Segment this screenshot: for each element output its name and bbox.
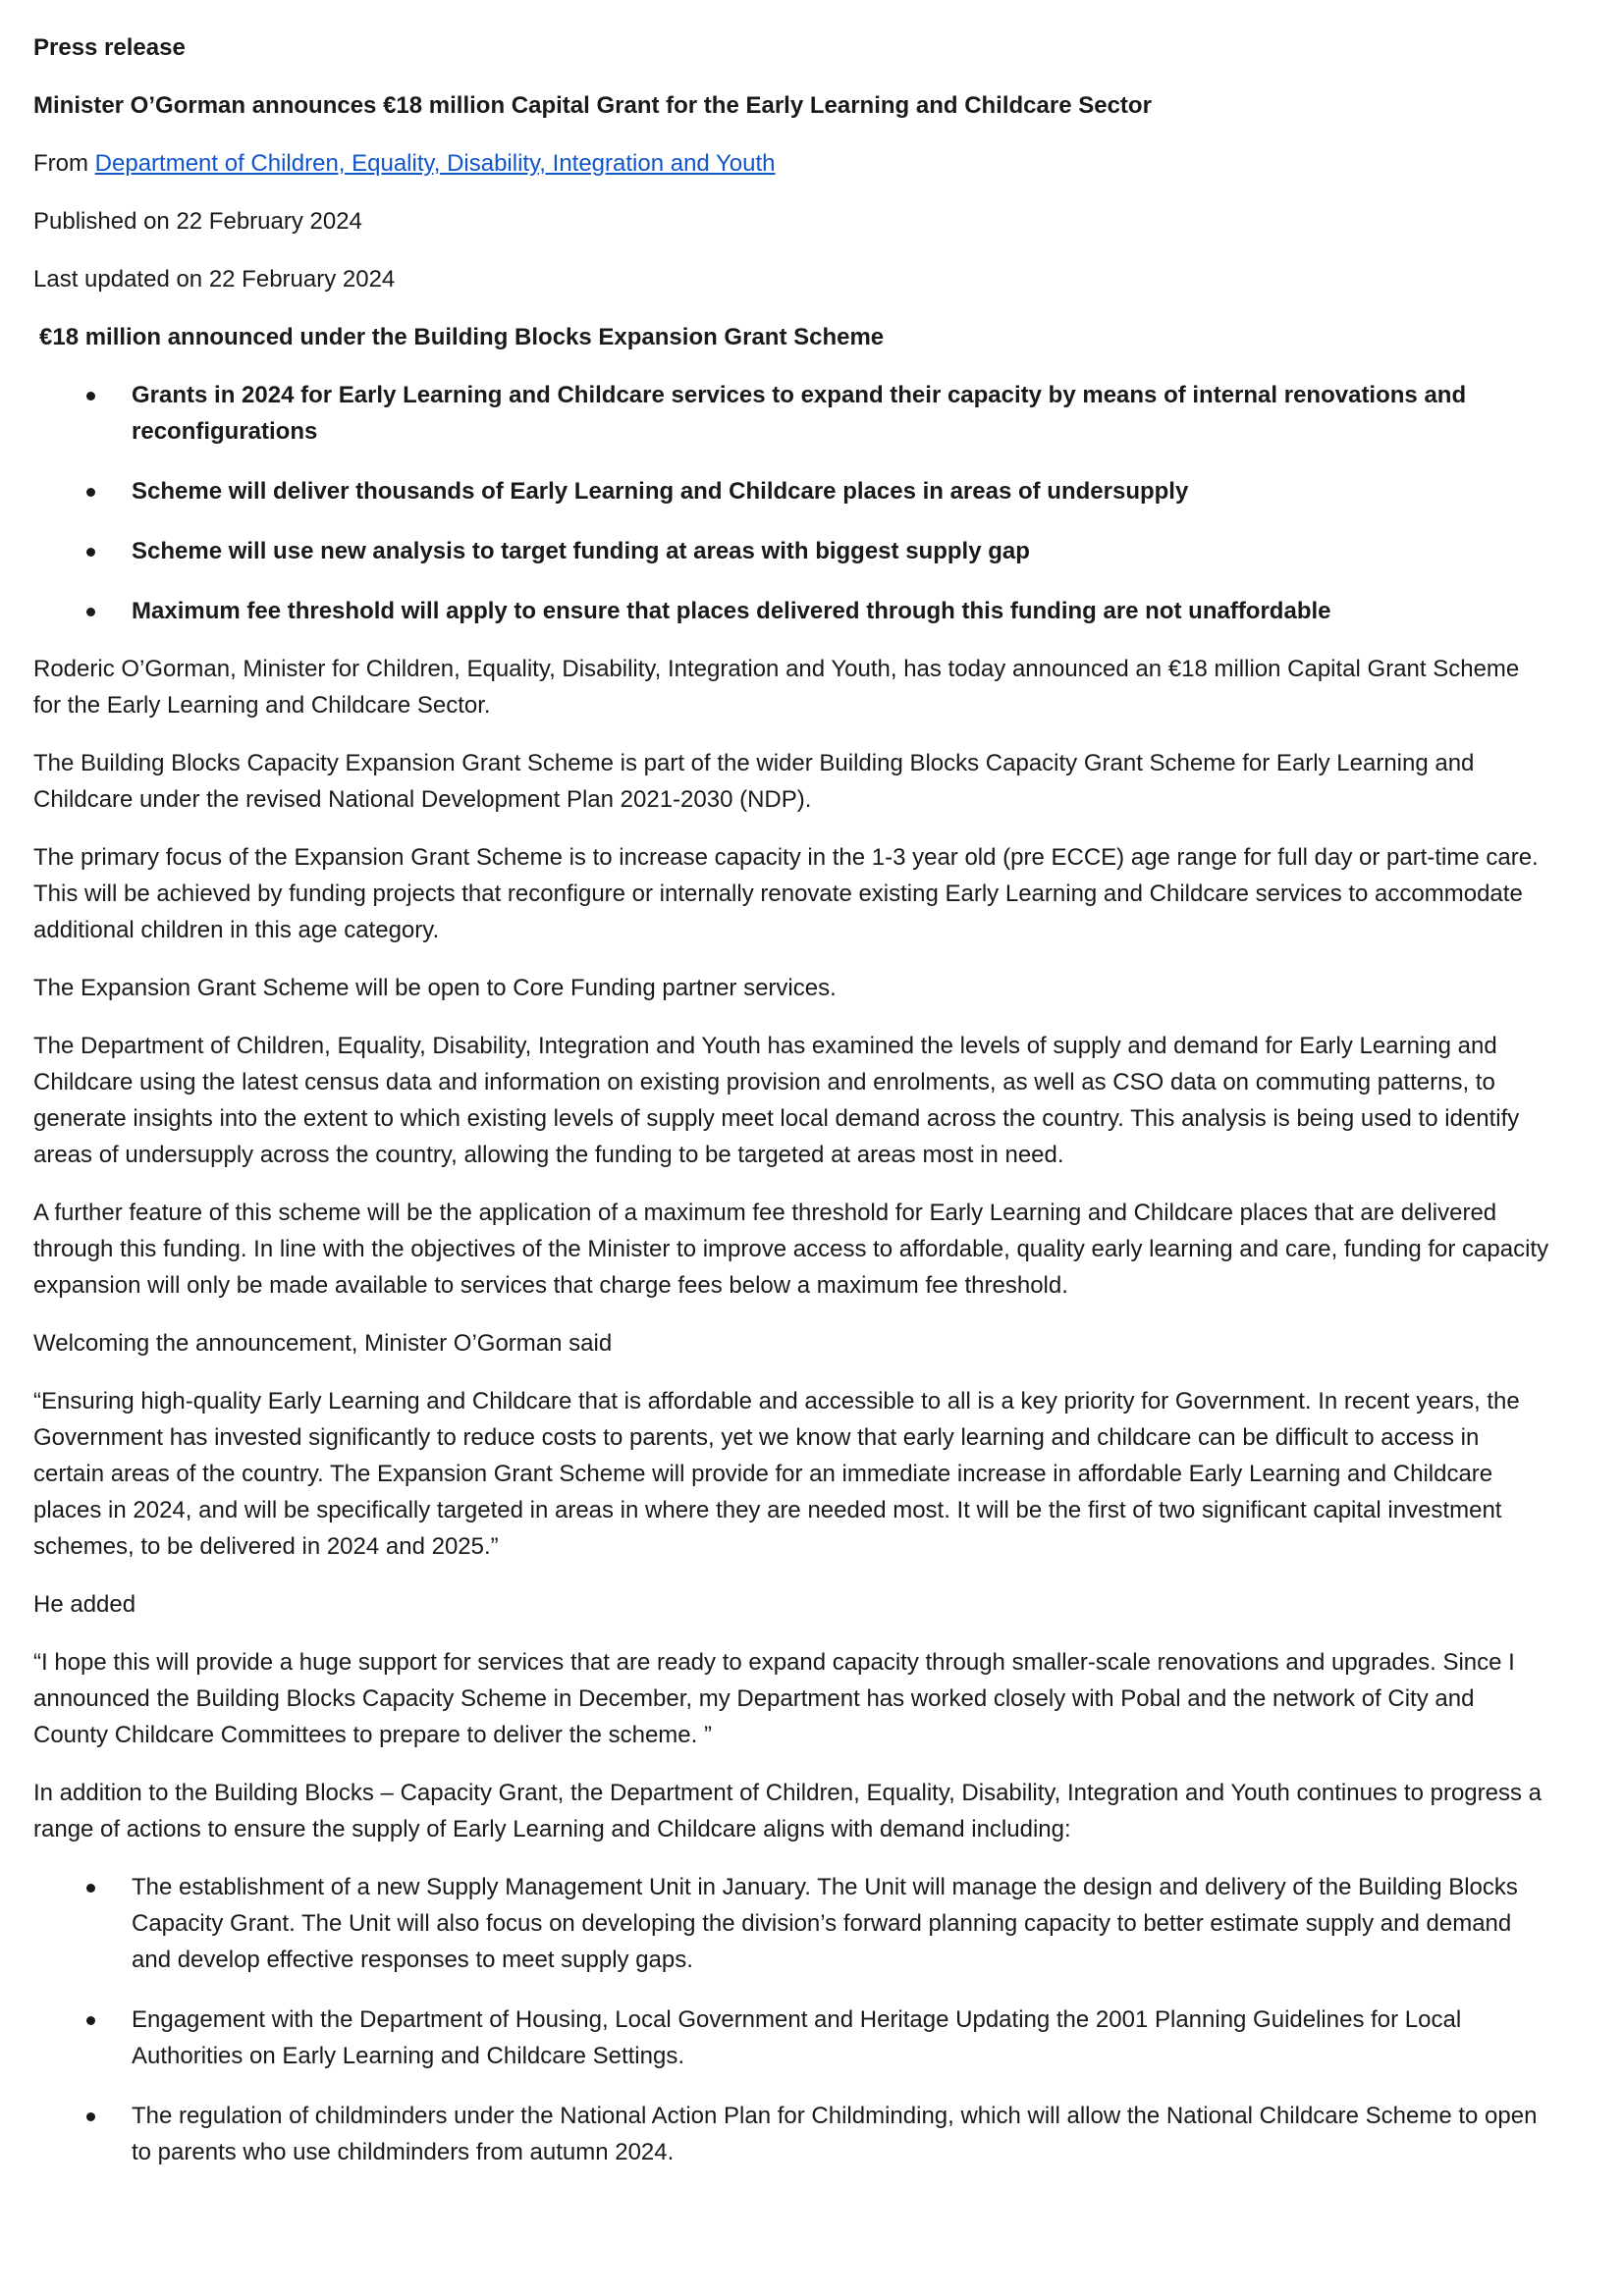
summary-heading: €18 million announced under the Building Blocks Expansion Grant Scheme — [39, 324, 885, 350]
bullet-icon — [86, 392, 95, 400]
body-paragraph: He added — [33, 1591, 136, 1618]
minister-quote: “I hope this will provide a huge support for services that are ready to expand capacity through smaller-scale renovations and upgrades. Since I announced the Building Blocks Capacity Scheme in December, my Department has worked closely with Pobal and the network of City and County Childcare Committees to prepare to deliver the scheme. ” — [33, 1649, 1515, 1748]
list-item — [33, 533, 1550, 569]
summary-bullet-list — [33, 377, 1550, 629]
document-type-label: Press release — [33, 34, 186, 61]
list-item-text: Scheme will use new analysis to target funding at areas with biggest supply gap — [132, 538, 1030, 564]
list-item-text: Scheme will deliver thousands of Early Learning and Childcare places in areas of undersupply — [132, 478, 1189, 505]
body-paragraph: The Department of Children, Equality, Disability, Integration and Youth has examined the levels of supply and demand for Early Learning and Childcare using the latest census data and information on existing provision and enrolments, as well as CSO data on commuting patterns, to generate insights into the extent to which existing levels of supply meet local demand across the country. This analysis is being used to identify areas of undersupply across the country, allowing the funding to be targeted at areas most in need. — [33, 1033, 1520, 1168]
department-link[interactable]: Department of Children, Equality, Disability, Integration and Youth — [94, 150, 776, 177]
bullet-icon — [86, 1884, 95, 1893]
body-paragraph: A further feature of this scheme will be the application of a maximum fee threshold for Early Learning and Childcare places that are delivered through this funding. In line with the objectives of the Minister to improve access to affordable, quality early learning and care, funding for capacity expansion will only be made available to services that charge fees below a maximum fee threshold. — [33, 1200, 1549, 1299]
list-item — [33, 1869, 1550, 1978]
source-line — [33, 145, 1550, 182]
list-item — [33, 2002, 1550, 2074]
list-item — [33, 473, 1550, 509]
bullet-icon — [86, 608, 95, 616]
published-date: Published on 22 February 2024 — [33, 208, 362, 235]
list-item-text: Engagement with the Department of Housing, Local Government and Heritage Updating the 2001 Planning Guidelines for Local Authorities on Early Learning and Childcare Settings. — [132, 2006, 1462, 2069]
body-paragraph: The Building Blocks Capacity Expansion Grant Scheme is part of the wider Building Blocks Capacity Grant Scheme for Early Learning and Childcare under the revised National Development Plan 2021-2030 (NDP). — [33, 750, 1475, 813]
list-item — [33, 377, 1550, 450]
list-item-text: Grants in 2024 for Early Learning and Childcare services to expand their capacity by means of internal renovations and reconfigurations — [132, 382, 1467, 445]
body-paragraph: In addition to the Building Blocks – Capacity Grant, the Department of Children, Equality, Disability, Integration and Youth continues to progress a range of actions to ensure the supply of Early Learning and Childcare aligns with demand including: — [33, 1780, 1542, 1842]
body-paragraph: The primary focus of the Expansion Grant Scheme is to increase capacity in the 1-3 year old (pre ECCE) age range for full day or part-time care. This will be achieved by funding projects that reconfigure or internally renovate existing Early Learning and Childcare services to accommodate additional children in this age category. — [33, 844, 1539, 943]
body-paragraph: Roderic O’Gorman, Minister for Children, Equality, Disability, Integration and Youth, has today announced an €18 million Capital Grant Scheme for the Early Learning and Childcare Sector. — [33, 656, 1520, 719]
bullet-icon — [86, 488, 95, 497]
bullet-icon — [86, 2112, 95, 2121]
press-release-document — [33, 29, 1550, 2192]
bullet-icon — [86, 2016, 95, 2025]
list-item-text: The establishment of a new Supply Management Unit in January. The Unit will manage the design and delivery of the Building Blocks Capacity Grant. The Unit will also focus on developing the division’s forward planning capacity to better estimate supply and demand and develop effective responses to meet supply gaps. — [132, 1874, 1518, 1973]
list-item-text: Maximum fee threshold will apply to ensure that places delivered through this funding are not unaffordable — [132, 598, 1331, 624]
body-paragraph: Welcoming the announcement, Minister O’Gorman said — [33, 1330, 613, 1357]
source-prefix: From — [33, 150, 95, 177]
page-title: Minister O’Gorman announces €18 million Capital Grant for the Early Learning and Childcare Sector — [33, 92, 1152, 119]
list-item-text: The regulation of childminders under the National Action Plan for Childminding, which will allow the National Childcare Scheme to open to parents who use childminders from autumn 2024. — [132, 2103, 1538, 2165]
actions-bullet-list — [33, 1869, 1550, 2170]
bullet-icon — [86, 548, 95, 557]
last-updated-date: Last updated on 22 February 2024 — [33, 266, 396, 293]
body-paragraph: The Expansion Grant Scheme will be open to Core Funding partner services. — [33, 975, 837, 1001]
minister-quote: “Ensuring high-quality Early Learning and Childcare that is affordable and accessible to all is a key priority for Government. In recent years, the Government has invested significantly to reduce costs to parents, yet we know that early learning and childcare can be difficult to access in certain areas of the country. The Expansion Grant Scheme will provide for an immediate increase in affordable Early Learning and Childcare places in 2024, and will be specifically targeted in areas in where they are needed most. It will be the first of two significant capital investment schemes, to be delivered in 2024 and 2025.” — [33, 1388, 1520, 1560]
list-item — [33, 593, 1550, 629]
list-item — [33, 2098, 1550, 2170]
